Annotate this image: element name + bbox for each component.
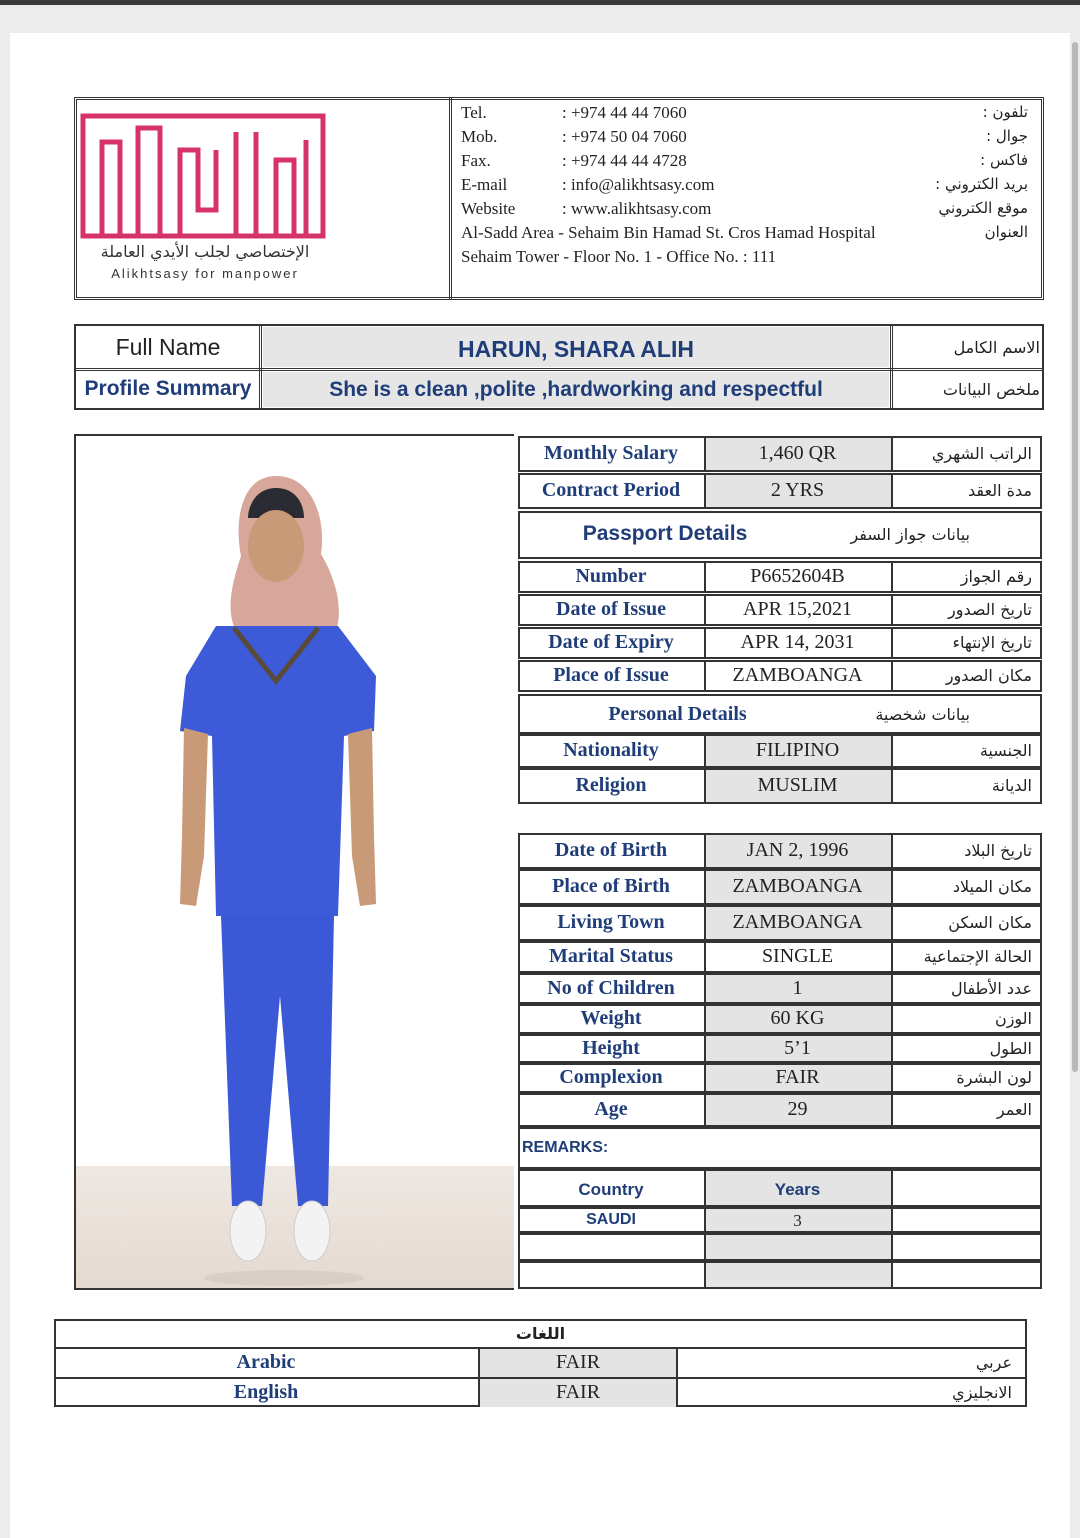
contact-value: : +974 44 44 7060 — [562, 103, 687, 122]
contact-arabic-label: جوال : — [986, 127, 1028, 145]
field-value: MUSLIM — [757, 774, 838, 796]
col-divider — [891, 941, 893, 973]
col-divider — [891, 869, 893, 905]
contact-label: E-mail — [461, 175, 508, 194]
field-arabic-label: الديانة — [991, 776, 1032, 795]
field-label: Date of Issue — [556, 598, 666, 620]
contact-arabic-label: موقع الكتروني — [938, 199, 1028, 217]
field-arabic-label: الوزن — [994, 1009, 1032, 1028]
contact-label: Fax. — [461, 151, 491, 170]
contact-label: Mob. — [461, 127, 498, 146]
field-value: 60 KG — [770, 1007, 825, 1029]
contact-label: Website — [461, 199, 516, 218]
col-divider — [891, 833, 893, 869]
col-divider — [891, 1261, 893, 1289]
field-arabic-label: عدد الأطفال — [950, 979, 1032, 998]
field-label: Living Town — [557, 911, 665, 933]
language-level: FAIR — [555, 1351, 601, 1373]
full-name-value: HARUN, SHARA ALIH — [458, 336, 694, 362]
col-divider — [891, 734, 893, 768]
field-arabic-label: الحالة الإجتماعية — [923, 947, 1032, 966]
profile-table-divider — [76, 368, 1042, 371]
profile-col-divider-1 — [259, 326, 262, 408]
remark-years: 3 — [793, 1211, 802, 1230]
contact-value: : +974 50 04 7060 — [562, 127, 687, 146]
field-value: 29 — [787, 1098, 808, 1120]
remark-country: SAUDI — [586, 1211, 636, 1228]
field-arabic-label: رقم الجواز — [960, 567, 1032, 586]
field-value: ZAMBOANGA — [732, 911, 863, 933]
company-logo-icon — [80, 110, 326, 240]
field-arabic-label: مدة العقد — [968, 481, 1032, 500]
field-label: Contract Period — [541, 479, 681, 501]
field-label: Age — [594, 1098, 628, 1120]
col-divider — [891, 1063, 893, 1093]
field-value: APR 14, 2031 — [740, 631, 855, 653]
contact-arabic-label: فاكس : — [980, 151, 1028, 169]
field-arabic-label: العمر — [996, 1100, 1032, 1119]
contact-label: Tel. — [461, 103, 487, 122]
person-figure-icon — [76, 436, 514, 1290]
header-divider — [449, 97, 452, 300]
field-arabic-label: الطول — [989, 1039, 1032, 1058]
years-cell — [706, 1263, 891, 1287]
field-label: Number — [575, 565, 647, 587]
field-arabic-label: تاريخ الإنتهاء — [952, 633, 1032, 652]
field-label: Monthly Salary — [544, 442, 678, 464]
col-divider — [676, 1347, 678, 1377]
language-label: English — [233, 1381, 299, 1403]
col-divider — [891, 1093, 893, 1127]
contact-value: : info@alikhtsasy.com — [562, 175, 715, 194]
col-divider — [891, 1004, 893, 1034]
personal-title: Personal Details — [608, 703, 747, 725]
col-divider — [891, 905, 893, 941]
profile-summary-value: She is a clean ,polite ,hardworking and respectful — [329, 378, 823, 401]
field-arabic-label: مكان الميلاد — [952, 877, 1032, 896]
contact-value: : www.alikhtsasy.com — [562, 199, 712, 218]
years-cell — [706, 1235, 891, 1259]
field-value: 2 YRS — [770, 479, 825, 501]
field-label: Weight — [580, 1007, 642, 1029]
address-line-1: Al-Sadd Area - Sehaim Bin Hamad St. Cros Hamad Hospital — [461, 223, 876, 242]
field-label: Nationality — [563, 739, 659, 761]
field-value: JAN 2, 1996 — [746, 839, 849, 861]
field-label: Complexion — [559, 1066, 663, 1088]
passport-title: Passport Details — [582, 522, 748, 545]
language-level: FAIR — [555, 1381, 601, 1403]
language-label: Arabic — [236, 1351, 296, 1373]
col-divider — [891, 1034, 893, 1063]
languages-title-arabic: اللغات — [515, 1324, 566, 1343]
address-line-2: Sehaim Tower - Floor No. 1 - Office No. : 111 — [461, 247, 777, 266]
col-divider — [891, 768, 893, 804]
field-arabic-label: تاريخ البلاد — [964, 841, 1032, 860]
field-value: SINGLE — [761, 945, 834, 967]
candidate-photo — [74, 434, 514, 1290]
full-name-arabic: الاسم الكامل — [953, 338, 1040, 357]
contact-arabic-label: بريد الكتروني : — [935, 175, 1028, 193]
col-divider — [891, 1169, 893, 1207]
field-label: Marital Status — [549, 945, 673, 967]
field-label: Date of Expiry — [548, 631, 674, 653]
address-arabic-label: العنوان — [984, 223, 1028, 241]
language-arabic-label: الانجليزي — [952, 1383, 1012, 1402]
field-value: 1 — [792, 977, 803, 999]
col-divider — [891, 594, 893, 626]
field-arabic-label: تاريخ الصدور — [948, 600, 1032, 619]
personal-title-arabic: بيانات شخصية — [875, 705, 970, 724]
field-value: ZAMBOANGA — [732, 875, 863, 897]
field-label: Height — [582, 1037, 640, 1059]
top-bar — [0, 0, 1080, 5]
field-value: FILIPINO — [755, 739, 840, 761]
remarks-label: REMARKS: — [522, 1139, 609, 1156]
col-divider — [891, 436, 893, 472]
years-header: Years — [774, 1180, 821, 1199]
col-divider — [891, 1233, 893, 1261]
field-arabic-label: الجنسية — [979, 741, 1032, 760]
field-label: Place of Issue — [553, 664, 669, 686]
col-divider — [891, 627, 893, 659]
field-value: P6652604B — [750, 565, 845, 587]
field-value: 5’1 — [784, 1037, 811, 1059]
field-value: 1,460 QR — [758, 442, 837, 464]
logo-arabic-text: الإختصاصي لجلب الأيدي العاملة — [100, 242, 310, 261]
field-arabic-label: مكان الصدور — [945, 666, 1032, 685]
language-arabic-label: عربي — [975, 1353, 1012, 1372]
field-label: Place of Birth — [552, 875, 670, 897]
full-name-label: Full Name — [115, 334, 221, 360]
profile-summary-label: Profile Summary — [84, 377, 252, 400]
field-arabic-label: الراتب الشهري — [931, 444, 1032, 463]
field-arabic-label: لون البشرة — [956, 1068, 1032, 1087]
field-label: No of Children — [547, 977, 675, 999]
field-value: ZAMBOANGA — [732, 664, 863, 686]
scrollbar[interactable] — [1072, 42, 1078, 1072]
profile-summary-arabic: ملخص البيانات — [942, 380, 1040, 399]
contact-value: : +974 44 44 4728 — [562, 151, 687, 170]
profile-col-divider-2 — [890, 326, 893, 408]
col-divider — [891, 1207, 893, 1233]
logo-english-text: Alikhtsasy for manpower — [111, 266, 299, 281]
field-value: APR 15,2021 — [743, 598, 852, 620]
col-divider — [891, 973, 893, 1004]
field-label: Date of Birth — [554, 839, 668, 861]
field-label: Religion — [575, 774, 647, 796]
field-arabic-label: مكان السكن — [948, 913, 1032, 932]
col-divider — [891, 473, 893, 509]
country-header: Country — [578, 1180, 644, 1199]
passport-title-arabic: بيانات جواز السفر — [850, 525, 970, 544]
col-divider — [891, 660, 893, 692]
col-divider — [676, 1377, 678, 1407]
field-value: FAIR — [775, 1066, 820, 1088]
col-divider — [891, 561, 893, 593]
contact-arabic-label: تلفون : — [982, 103, 1028, 121]
